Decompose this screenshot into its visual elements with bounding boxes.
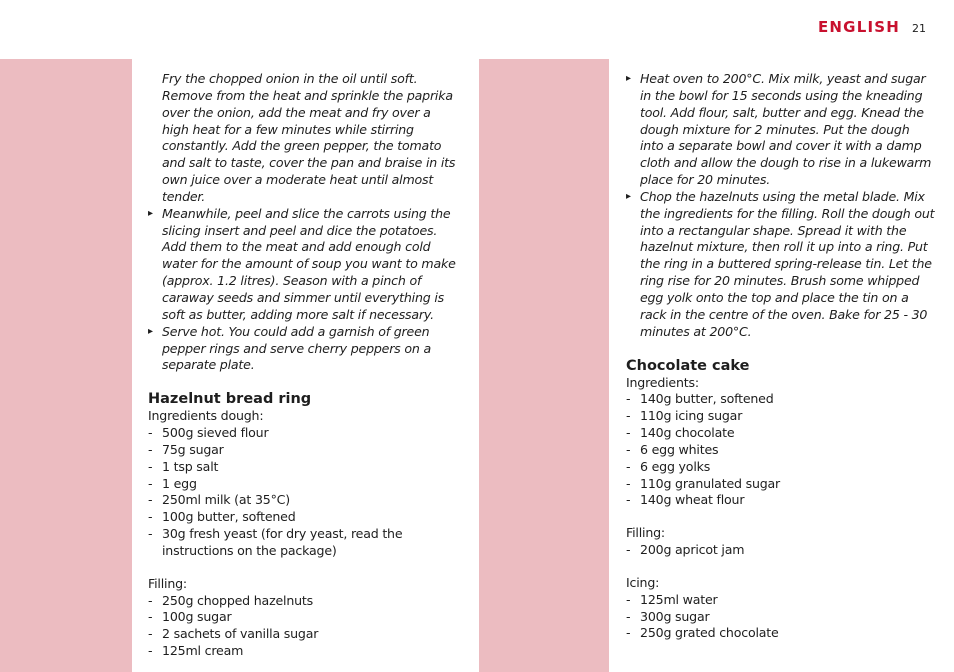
ingredient-item: - 140g chocolate — [626, 425, 936, 442]
ingredient-item: - 6 egg yolks — [626, 459, 936, 476]
ingredient-item: - 110g icing sugar — [626, 408, 936, 425]
page-header — [818, 18, 926, 36]
ingredient-item: - 100g butter, softened — [148, 509, 460, 526]
ingredient-item: - 140g wheat flour — [626, 492, 936, 509]
dough-label: Ingredients dough: — [148, 408, 264, 424]
ingredients-label: Ingredients: — [626, 374, 699, 390]
filling-item: - 125ml cream — [148, 643, 460, 660]
recipe-title-hazelnut: Hazelnut bread ring — [148, 391, 312, 408]
icing-label: Icing: — [626, 574, 660, 590]
ingredient-item: - 75g sugar — [148, 442, 460, 459]
intro-paragraph: Fry the chopped onion in the oil until soft. Remove from the heat and sprinkle the paprika over the onion, add the meat and fry over a high heat for a few minutes while stirring constantly. Add the green pepper, the tomato and salt to taste, cover the pan and braise in its own juice over a moderate heat until almost tender. — [162, 71, 456, 204]
spacer — [148, 560, 460, 576]
ingredient-item: - 250ml milk (at 35°C) — [148, 492, 460, 509]
step-item: ▸ Heat oven to 200°C. Mix milk, yeast and sugar in the bowl for 15 seconds using the kneading tool. Add flour, salt, butter and egg. Knead the dough mixture for 2 minutes. Put the dough into a separate bowl and cover it with a damp cloth and allow the dough to rise in a lukewarm place for 20 minutes. — [626, 71, 936, 189]
filling-item: - 2 sachets of vanilla sugar — [148, 626, 460, 643]
ingredient-item: - 30g fresh yeast (for dry yeast, read the instructions on the package) — [148, 526, 460, 560]
spacer — [626, 341, 936, 357]
step-item: ▸ Chop the hazelnuts using the metal blade. Mix the ingredients for the filling. Roll the dough out into a rectangular shape. Spread it with the hazelnut mixture, then roll it up into a ring. Put the ring in a buttered spring-release tin. Let the ring rise for 20 minutes. Brush some whipped egg yolk onto the top and place the tin on a rack in the centre of the oven. Bake for 25 - 30 minutes at 200°C. — [626, 189, 936, 341]
icing-item: - 250g grated chocolate — [626, 625, 936, 642]
page-number: 21 — [912, 22, 926, 35]
filling-label: Filling: — [626, 525, 665, 541]
ingredient-item: - 140g butter, softened — [626, 391, 936, 408]
ingredient-item: - 6 egg whites — [626, 442, 936, 459]
left-column — [148, 71, 460, 660]
ingredient-item: - 500g sieved flour — [148, 425, 460, 442]
right-column — [626, 71, 936, 642]
ingredient-item: - 110g granulated sugar — [626, 476, 936, 493]
filling-item: - 200g apricot jam — [626, 542, 936, 559]
spacer — [626, 509, 936, 525]
recipe-title-chocolate: Chocolate cake — [626, 357, 750, 374]
step-item: ▸ Serve hot. You could add a garnish of green pepper rings and serve cherry peppers on a separate plate. — [148, 324, 460, 375]
left-decorative-band — [0, 59, 132, 672]
spacer — [626, 559, 936, 575]
ingredient-item: - 1 tsp salt — [148, 459, 460, 476]
icing-item: - 125ml water — [626, 592, 936, 609]
ingredient-item: - 1 egg — [148, 476, 460, 493]
right-decorative-band — [479, 59, 609, 672]
language-label: ENGLISH — [817, 18, 900, 36]
icing-item: - 300g sugar — [626, 609, 936, 626]
filling-label: Filling: — [148, 575, 187, 591]
filling-item: - 100g sugar — [148, 609, 460, 626]
spacer — [148, 374, 460, 390]
filling-item: - 250g chopped hazelnuts — [148, 593, 460, 610]
step-item: ▸ Meanwhile, peel and slice the carrots using the slicing insert and peel and dice the potatoes. Add them to the meat and add enough cold water for the amount of soup you want to make (approx. 1.2 litres). Season with a pinch of caraway seeds and simmer until everything is soft as butter, adding more salt if necessary. — [148, 206, 460, 324]
